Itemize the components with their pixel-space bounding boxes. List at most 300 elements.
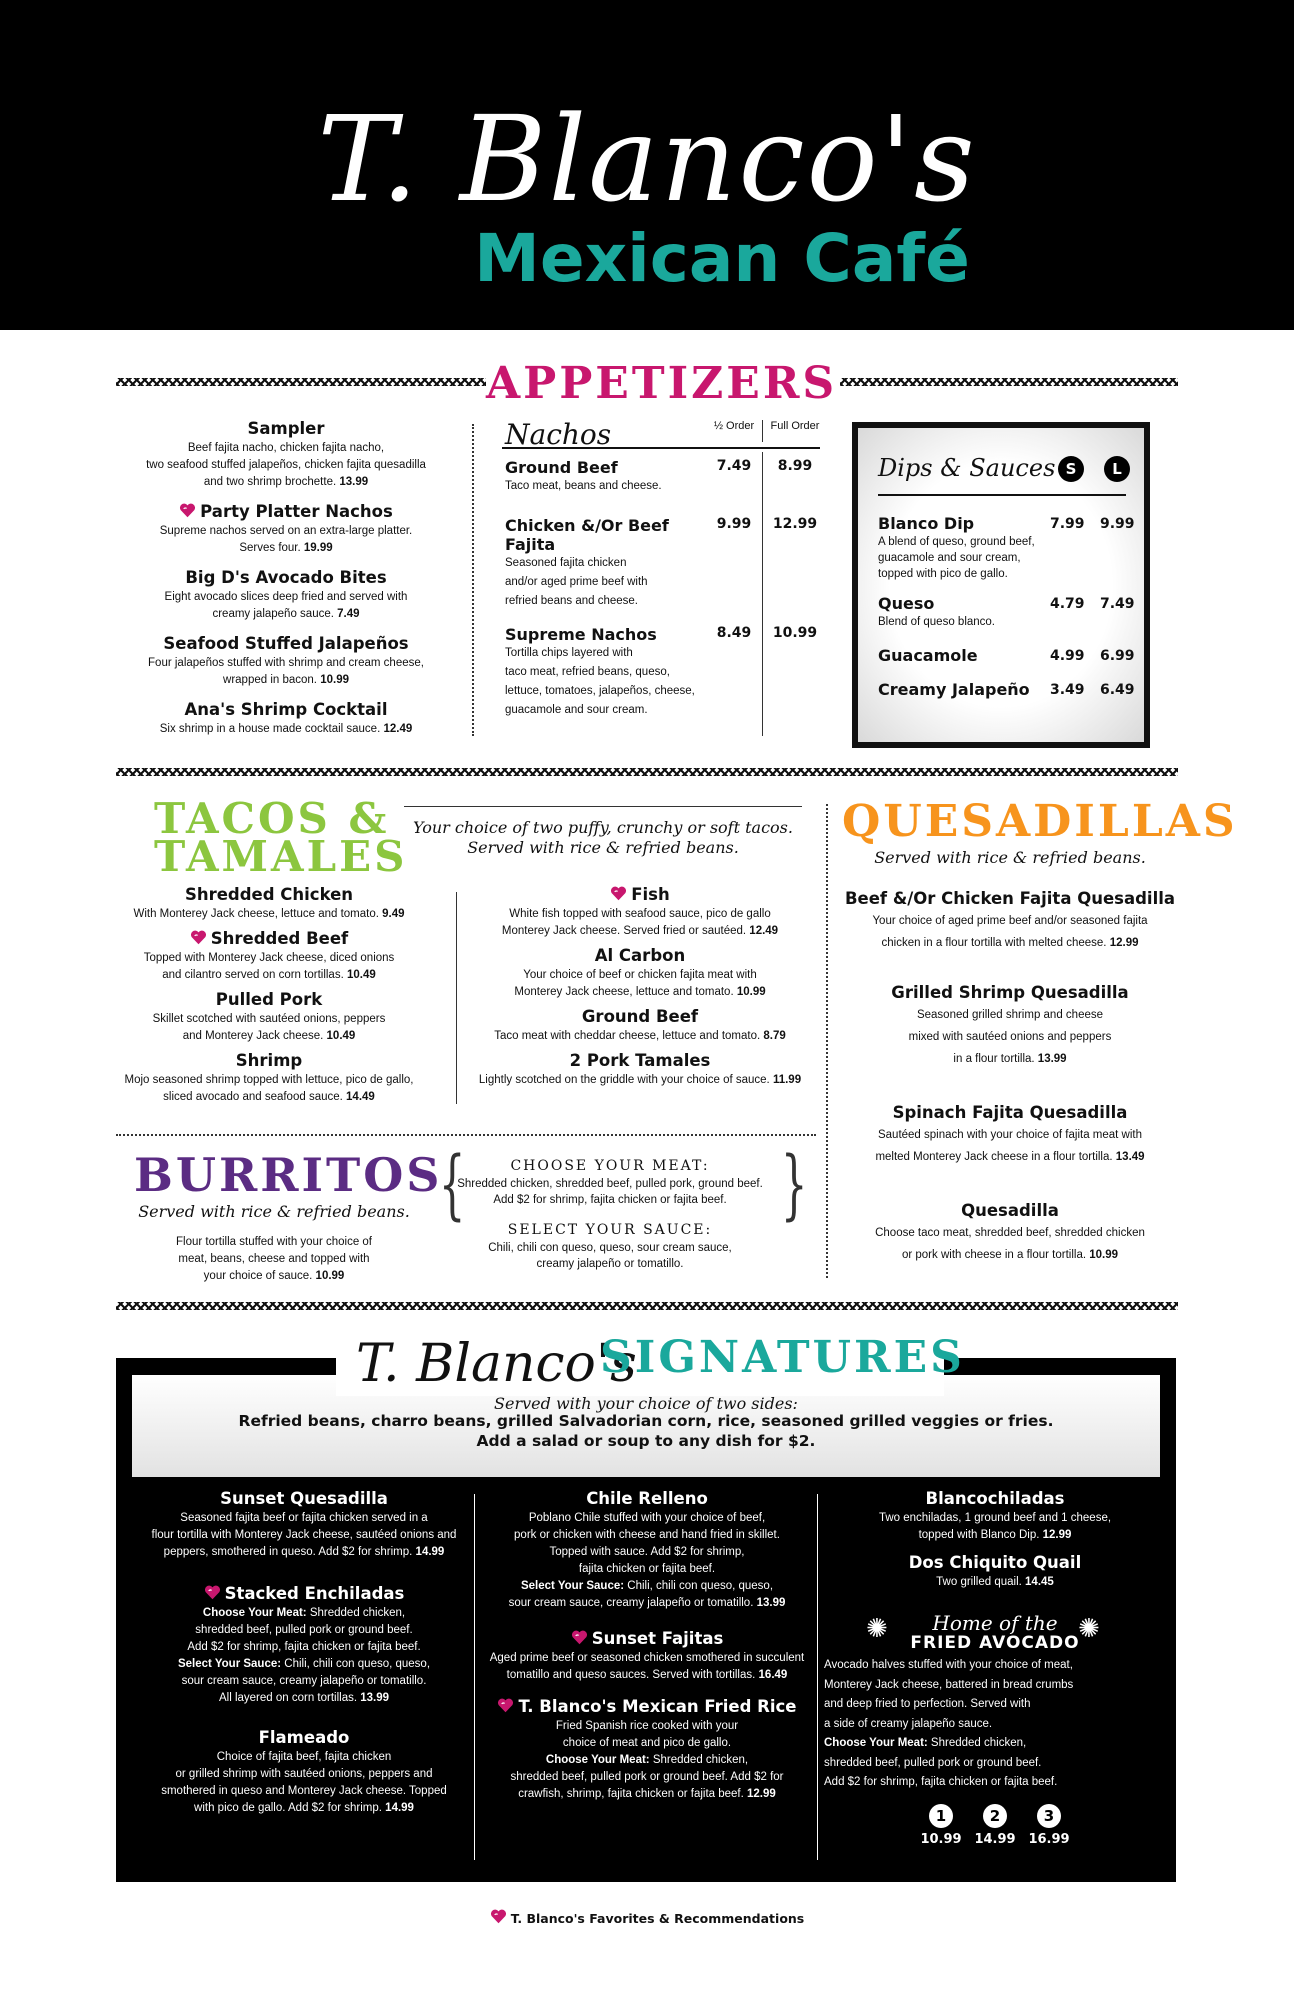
item-name-label: Sunset Fajitas [591,1629,724,1648]
avocado-option [1023,1804,1075,1847]
item-name-label: Dos Chiquito Quail [908,1553,1082,1572]
large-price: 6.99 [1100,648,1135,664]
item-description [470,1028,810,1045]
item-description [116,906,422,923]
item-description: Your choice of beef or chicken fajita meat with [523,969,757,981]
item-name [478,1628,816,1650]
meat-option-line: Add $2 for shrimp, fajita chicken or fajita beef. [493,1194,727,1206]
item-description [824,1715,1166,1735]
item-description-text: Avocado halves stuffed with your choice of meat, [824,1659,1073,1671]
burritos-description [134,1234,414,1285]
item-description-text: Two enchiladas, 1 ground beef and 1 cheese, [878,1512,1112,1524]
menu-item [116,1050,422,1106]
menu-item [116,928,422,984]
item-description: mixed with sautéed onions and peppers [908,1031,1112,1043]
small-size-icon: S [1058,456,1084,482]
item-description [824,1510,1166,1527]
item-description [116,1089,422,1106]
item-description-text: with pico de gallo. Add $2 for shrimp. [194,1802,382,1814]
item-description [478,1561,816,1578]
column-divider [762,420,763,442]
item-description-text: peppers, smothered in queso. Add $2 for shrimp. [163,1546,413,1558]
item-description: topped with pico de gallo. [878,568,1008,580]
item-description [470,923,810,940]
dips-rule [878,494,1126,496]
item-name-label: Party Platter Nachos [200,502,393,521]
item-name [116,1050,422,1072]
signatures-column-1 [136,1488,472,1837]
quesadillas-title: QUESADILLAS [842,796,1238,847]
option-number-icon: 1 [929,1804,953,1828]
item-name: Creamy Jalapeño [878,680,1030,699]
item-description [824,1754,1166,1774]
item-description-text: Monterey Jack cheese, lettuce and tomato. [514,986,737,998]
item-description [478,1752,816,1769]
item-description [824,1773,1166,1793]
item-description [478,1786,816,1803]
item-name-label: Sunset Quesadilla [220,1489,388,1508]
item-price: 12.99 [1109,937,1139,949]
large-size-icon: L [1104,456,1130,482]
option-number-icon: 2 [983,1804,1007,1828]
zigzag-divider [116,378,486,386]
item-description-text: your choice of sauce. [203,1270,316,1282]
item-price: 14.99 [415,1546,445,1558]
item-price: 10.99 [315,1270,345,1282]
item-description [134,1268,414,1285]
item-description [478,1667,816,1684]
item-name [136,1727,472,1749]
item-description: Eight avocado slices deep fried and served with [164,591,408,603]
item-name [116,699,456,721]
menu-item [842,1200,1178,1266]
item-description [824,1656,1166,1676]
dips-row [878,680,1134,700]
item-description [478,1735,816,1752]
tamales-title: TAMALES [154,832,408,881]
item-description-text: Topped with sauce. Add $2 for shrimp, [549,1546,745,1558]
item-description-text: Add $2 for shrimp, fajita chicken or fajita beef. [187,1641,421,1653]
half-order-price: 9.99 [716,516,752,532]
item-description-text: sour cream sauce, creamy jalapeño or tomatillo. [508,1597,754,1609]
item-description-text: Aged prime beef or seasoned chicken smothered in succulent [489,1652,805,1664]
item-name [470,1006,810,1028]
favorites-legend [116,1908,1178,1926]
item-description [136,1544,472,1561]
item-description-text: or grilled shrimp with sautéed onions, peppers and [175,1768,433,1780]
nachos-row [505,458,825,496]
item-description: Flour tortilla stuffed with your choice of [175,1236,373,1248]
sauce-option-line: creamy jalapeño or tomatillo. [536,1258,684,1270]
option-number-icon: 3 [1037,1804,1061,1828]
half-order-header: ½ Order [713,420,755,432]
item-description: Sautéed spinach with your choice of fajita meat with [877,1129,1142,1141]
item-price: 10.49 [326,1030,356,1042]
item-description [842,932,1178,954]
item-description-text: crawfish, shrimp, fajita chicken or fajita beef. [518,1788,744,1800]
item-name-label: Pulled Pork [215,990,323,1009]
item-description [136,1639,472,1656]
favorites-legend-label: T. Blanco's Favorites & Recommendations [510,1911,805,1926]
item-name-label: Al Carbon [594,946,686,965]
item-name-label: Flameado [258,1728,350,1747]
item-description-text: creamy jalapeño sauce. [212,608,338,620]
item-description [824,1574,1166,1591]
menu-item [842,888,1178,954]
option-price: 14.99 [974,1832,1016,1847]
item-description-text: Shredded chicken, [927,1737,1027,1749]
menu-item [136,1488,472,1561]
menu-item [478,1488,816,1612]
heart-icon [490,1908,507,1925]
small-price: 4.79 [1050,596,1085,612]
item-name: Spinach Fajita Quesadilla [892,1103,1128,1122]
left-brace: { [438,1139,466,1228]
signatures-column-2 [478,1488,816,1815]
item-description [116,606,456,623]
item-name: Beef &/Or Chicken Fajita Quesadilla [844,889,1176,908]
dips-row [878,514,1134,582]
item-description-text: topped with Blanco Dip. [918,1529,1040,1541]
half-order-price: 7.49 [716,458,752,474]
menu-item [116,501,456,557]
item-price: 12.49 [383,723,413,735]
item-name [116,633,456,655]
tacos-note-1: Your choice of two puffy, crunchy or soft tacos. [413,818,793,837]
item-description-text: Taco meat with cheddar cheese, lettuce and tomato. [494,1030,764,1042]
small-price: 3.49 [1050,682,1085,698]
menu-item [136,1583,472,1707]
item-name [470,884,810,906]
item-description-text: Chili, chili con queso, queso, [624,1580,774,1592]
item-description [470,1072,810,1089]
dips-title: Dips & Sauces [878,454,1056,482]
menu-item [824,1488,1166,1544]
item-description [116,540,456,557]
item-price: 13.49 [1115,1151,1145,1163]
item-description [136,1510,472,1527]
menu-item [842,982,1178,1070]
menu-item [470,945,810,1001]
item-name-label: Seafood Stuffed Jalapeños [163,634,409,653]
item-name [136,1488,472,1510]
item-name-label: Big D's Avocado Bites [185,568,387,587]
item-description [478,1769,816,1786]
item-description-text: sour cream sauce, creamy jalapeño or tomatillo. [181,1675,427,1687]
item-description [824,1734,1166,1754]
item-description [478,1510,816,1527]
item-price: 10.99 [1089,1249,1119,1261]
column-divider [456,892,457,1104]
item-description-text: Shredded chicken, [306,1607,406,1619]
item-price: 13.99 [360,1692,390,1704]
column-divider [762,452,763,736]
heart-icon [179,502,196,519]
item-description: Topped with Monterey Jack cheese, diced onions [143,952,395,964]
item-description: guacamole and sour cream. [505,704,648,716]
item-description [136,1673,472,1690]
item-name [116,567,456,589]
item-price: 16.49 [758,1669,788,1681]
quesadillas-list [842,888,1178,1298]
large-price: 9.99 [1100,516,1135,532]
select-sauce-title: SELECT YOUR SAUCE: [507,1222,713,1238]
small-price: 7.99 [1050,516,1085,532]
starburst-icon: ✺ [866,1614,888,1644]
tacos-note-2: Served with rice & refried beans. [467,838,739,857]
item-description [136,1527,472,1544]
column-divider [817,1494,818,1860]
item-price: 12.49 [749,925,779,937]
full-order-price: 8.99 [777,458,813,474]
item-description-text: Lightly scotched on the griddle with your choice of sauce. [478,1074,773,1086]
item-description [116,474,456,491]
item-name-label: Chile Relleno [586,1489,708,1508]
fried-avocado-title: FRIED AVOCADO [910,1633,1080,1653]
item-name-label: Shrimp [235,1051,303,1070]
item-description [478,1578,816,1595]
heart-icon [190,929,207,946]
zigzag-divider [116,768,1178,776]
menu-item [470,1050,810,1089]
item-name: Chicken &/Or Beef Fajita [505,516,669,554]
heart-icon [497,1697,514,1714]
sides-note: Served with your choice of two sides: [494,1394,798,1413]
item-name [824,1552,1166,1574]
burritos-note: Served with rice & refried beans. [138,1202,410,1221]
menu-item [478,1628,816,1684]
item-description-text: pork or chicken with cheese and hand fried in skillet. [514,1529,780,1541]
item-description: White fish topped with seafood sauce, pico de gallo [509,908,771,920]
item-description [842,1244,1178,1266]
item-description [842,1146,1178,1168]
item-name-label: Fish [631,885,670,904]
dips-box [852,422,1150,748]
item-description: A blend of queso, ground beef, [878,536,1035,548]
item-price: 13.99 [339,476,369,488]
column-divider [472,424,474,736]
tacos-right-list [470,884,810,1094]
item-description [116,967,422,984]
full-order-header: Full Order [770,420,820,432]
option-price: 10.99 [920,1832,962,1847]
item-price: 11.99 [772,1074,802,1086]
item-price: 13.99 [1037,1053,1067,1065]
description-label: Choose Your Meat: [545,1754,650,1766]
item-name-label: Stacked Enchiladas [224,1584,405,1603]
home-of-label: Home of the [932,1611,1058,1635]
item-price: 7.49 [337,608,360,620]
item-description-text: tomatillo and queso sauces. Served with tortillas. [506,1669,756,1681]
item-name-label: Blancochiladas [925,1489,1065,1508]
item-description-text: Chili, chili con queso, queso, [281,1658,431,1670]
item-description-text: Six shrimp in a house made cocktail sauce. [159,723,384,735]
item-description [478,1718,816,1735]
starburst-icon: ✺ [1078,1614,1100,1644]
item-description-text: melted Monterey Jack cheese in a flour tortilla. [875,1151,1116,1163]
large-price: 7.49 [1100,596,1135,612]
item-price: 10.99 [320,674,349,686]
appetizers-title: APPETIZERS [486,358,838,409]
item-description [136,1800,472,1817]
nachos-rule [502,447,820,449]
item-description-text: Monterey Jack cheese, battered in bread crumbs [824,1678,1074,1691]
heart-icon [204,1584,221,1601]
item-name [116,928,422,950]
item-description [116,672,456,689]
select-sauce-text [450,1240,770,1272]
item-price: 14.99 [385,1802,414,1814]
item-description [136,1783,472,1800]
item-description [478,1544,816,1561]
column-divider [826,804,828,1278]
item-description-text: Seasoned fajita beef or fajita chicken served in a [180,1512,428,1524]
sauce-option-line: Chili, chili con queso, queso, sour cream sauce, [488,1242,732,1254]
item-name-label: T. Blanco's Mexican Fried Rice [518,1697,797,1716]
item-description: two seafood stuffed jalapeños, chicken fajita quesadilla [146,459,426,471]
item-name [116,989,422,1011]
description-label: Select Your Sauce: [520,1580,625,1592]
item-price: 12.99 [747,1788,776,1800]
menu-item [116,989,422,1045]
item-description: Taco meat, beans and cheese. [505,480,662,492]
item-description-text: All layered on corn tortillas. [218,1692,358,1704]
item-description-text: Serves four. [239,542,304,554]
zigzag-divider [116,1302,1178,1310]
description-label: Select Your Sauce: [177,1658,282,1670]
menu-item [116,567,456,623]
nachos-row [505,516,825,611]
item-description-text: and two shrimp brochette. [203,476,340,488]
nachos-title: Nachos [505,418,612,451]
description-label: Choose Your Meat: [202,1607,307,1619]
item-description-text: smothered in queso and Monterey Jack cheese. Topped [161,1785,447,1797]
quesadillas-note: Served with rice & refried beans. [874,848,1146,867]
item-description-text: shredded beef, pulled pork or ground beef. [195,1624,413,1636]
heart-icon [610,885,627,902]
item-description: guacamole and sour cream, [878,552,1021,564]
item-description-text: shredded beef, pulled pork or ground beef. [824,1756,1042,1769]
item-name: Quesadilla [961,1201,1059,1220]
item-price: 9.49 [382,908,405,920]
item-description: refried beans and cheese. [505,595,638,607]
item-description: lettuce, tomatoes, jalapeños, cheese, [505,685,695,697]
dips-row [878,646,1134,666]
item-price: 13.99 [756,1597,786,1609]
meat-option-line: Shredded chicken, shredded beef, pulled pork, ground beef. [457,1178,763,1190]
item-description: Your choice of aged prime beef and/or seasoned fajita [872,915,1148,927]
item-description-text: choice of meat and pico de gallo. [562,1737,732,1749]
item-name-label: Ground Beef [581,1007,699,1026]
large-price: 6.49 [1100,682,1135,698]
item-description-text: in a flour tortilla. [953,1053,1038,1065]
item-name [824,1488,1166,1510]
item-description-text: With Monterey Jack cheese, lettuce and tomato. [133,908,383,920]
item-description: Four jalapeños stuffed with shrimp and cream cheese, [148,657,424,669]
menu-item [116,633,456,689]
item-description: Seasoned grilled shrimp and cheese [916,1009,1104,1021]
item-name-label: Sampler [247,419,325,438]
signatures-title: SIGNATURES [600,1332,965,1383]
item-description [478,1527,816,1544]
item-description [824,1527,1166,1544]
column-divider [474,1494,475,1860]
dips-row [878,594,1134,630]
item-description: Tortilla chips layered with [505,647,633,659]
item-description-text: or pork with cheese in a flour tortilla. [901,1249,1090,1261]
item-description: Seasoned fajita chicken [505,557,627,569]
half-order-price: 8.49 [716,625,752,641]
item-description [136,1690,472,1707]
full-order-price: 10.99 [772,625,818,641]
small-price: 4.99 [1050,648,1085,664]
item-name-label: Shredded Beef [210,929,349,948]
item-name [116,501,456,523]
item-description [842,1048,1178,1070]
item-name: Grilled Shrimp Quesadilla [891,983,1129,1002]
tacos-left-list [116,884,422,1111]
avocado-option [915,1804,967,1847]
zigzag-divider [840,378,1178,386]
item-description-text: and Monterey Jack cheese. [182,1030,327,1042]
menu-item [136,1727,472,1817]
item-description [470,984,810,1001]
burritos-title: BURRITOS [134,1148,443,1202]
item-description: Skillet scotched with sautéed onions, peppers [152,1013,386,1025]
item-description: Choose taco meat, shredded beef, shredded chicken [875,1227,1145,1239]
appetizers-list [116,418,456,748]
item-description [116,1028,422,1045]
item-description: taco meat, refried beans, queso, [505,666,670,678]
item-description-text: fajita chicken or fajita beef. [578,1563,716,1575]
item-description-text: chicken in a flour tortilla with melted cheese. [881,937,1110,949]
item-name: Supreme Nachos [505,625,657,644]
menu-item [478,1696,816,1803]
heart-icon [571,1629,588,1646]
full-order-price: 12.99 [772,516,818,532]
item-description [136,1656,472,1673]
item-price: 14.45 [1025,1576,1054,1588]
item-description-text: Poblano Chile stuffed with your choice of beef, [528,1512,766,1524]
item-description [136,1622,472,1639]
item-description [824,1676,1166,1696]
item-description-text: sliced avocado and seafood sauce. [163,1091,347,1103]
item-name [116,884,422,906]
item-description-text: and deep fried to perfection. Served with [824,1698,1031,1710]
tacos-title: TACOS & [154,794,390,843]
item-name [470,1050,810,1072]
avocado-option [969,1804,1021,1847]
item-description-text: flour tortilla with Monterey Jack cheese, sautéed onions and [151,1529,457,1541]
item-price: 12.99 [1042,1529,1072,1541]
menu-item [842,1102,1178,1168]
item-description: and/or aged prime beef with [505,576,648,588]
item-description [136,1766,472,1783]
item-description [824,1695,1166,1715]
option-price: 16.99 [1028,1832,1070,1847]
item-description [478,1595,816,1612]
item-price: 10.49 [346,969,376,981]
item-description: Mojo seasoned shrimp topped with lettuce, pico de gallo, [124,1074,414,1086]
right-brace: } [780,1139,808,1228]
item-description-text: wrapped in bacon. [223,674,321,686]
item-name [478,1488,816,1510]
item-name: Blanco Dip [878,514,975,533]
choose-meat-title: CHOOSE YOUR MEAT: [510,1158,710,1174]
item-description-text: Fried Spanish rice cooked with your [555,1720,739,1732]
item-description: Blend of queso blanco. [878,616,996,628]
menu-item [116,418,456,491]
